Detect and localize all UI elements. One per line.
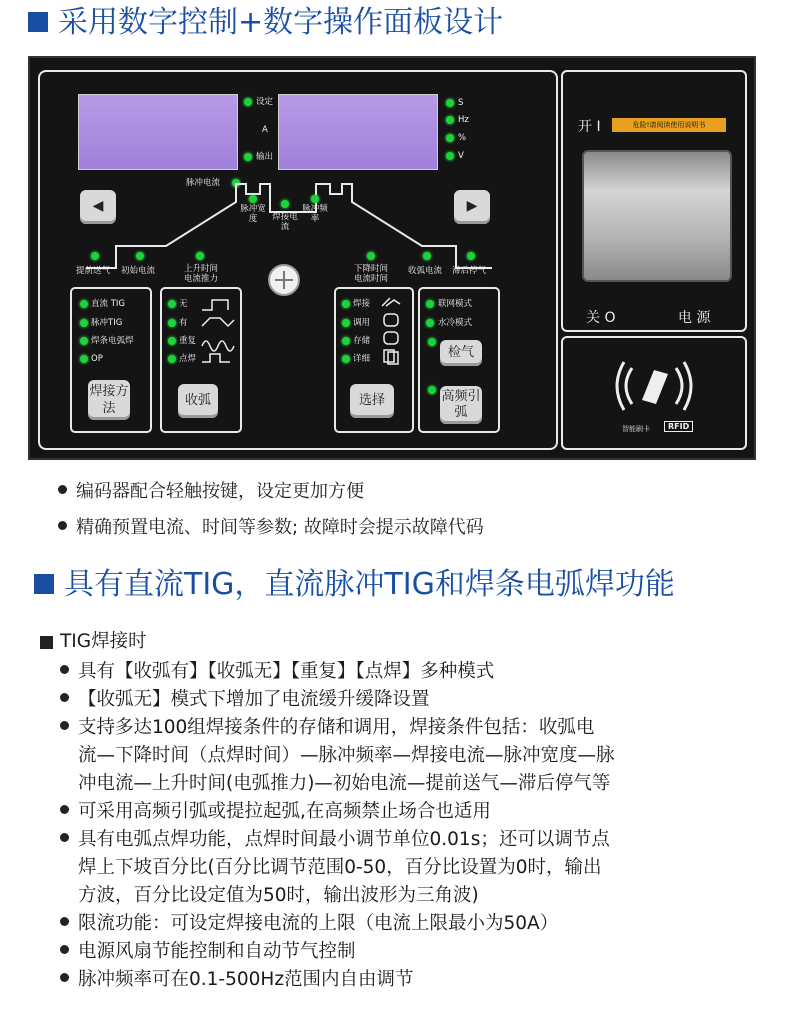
plus-icon <box>270 266 298 294</box>
section-title: 具有直流TIG，直流脉冲TIG和焊条电弧焊功能 <box>64 567 675 602</box>
rfid-label: RFID <box>664 421 693 432</box>
feature-text: 精确预置电流、时间等参数; 故障时会提示故障代码 <box>76 517 484 538</box>
tig-item-text: 冲电流—上升时间(电弧推力)—初始电流—提前送气—滞后停气等 <box>78 773 611 794</box>
led-crater-none <box>168 300 176 308</box>
mode-network: 联网模式 <box>438 299 473 309</box>
bullet-dot-icon <box>58 521 67 530</box>
waveform-icons <box>200 296 236 366</box>
led-op <box>80 355 88 363</box>
mem-weld: 焊接 <box>353 299 371 309</box>
led-crater-current <box>423 252 431 260</box>
led-mem-detail <box>342 355 350 363</box>
square-bullet-icon <box>40 636 53 649</box>
label-amps: A <box>262 125 268 135</box>
power-label: 电 源 <box>678 310 711 326</box>
led-output <box>244 153 252 161</box>
tig-item-text: 脉冲频率可在0.1-500Hz范围内自由调节 <box>78 969 414 990</box>
led-water-cool <box>426 319 434 327</box>
method-dc-tig: 直流 TIG <box>91 299 125 309</box>
tig-item <box>60 686 780 714</box>
mem-store: 存储 <box>353 336 371 346</box>
tig-item-text: 可采用高频引弧或提拉起弧,在高频禁止场合也适用 <box>78 801 491 822</box>
led-mem-recall <box>342 319 350 327</box>
bullet-dot-icon <box>60 693 69 702</box>
led-mem-weld <box>342 300 350 308</box>
led-s <box>446 99 454 107</box>
tig-item-text: 具有【收弧有】【收弧无】【重复】【点焊】多种模式 <box>78 661 495 682</box>
bullet-dot-icon <box>58 485 67 494</box>
welding-method-label: 焊接方法 <box>89 384 129 416</box>
label-up-slope: 上升时间电流推力 <box>183 264 218 284</box>
led-pulse-width <box>249 195 257 203</box>
bullet-dot-icon <box>60 945 69 954</box>
hf-start-label: 高频引弧 <box>441 389 481 420</box>
current-display <box>78 94 238 170</box>
welding-method-button[interactable] <box>88 380 130 420</box>
led-dc-tig <box>80 300 88 308</box>
label-pre-gas: 提前送气 <box>76 266 111 276</box>
section-marker-icon <box>28 12 48 32</box>
select-button[interactable] <box>350 384 394 418</box>
led-mma <box>80 337 88 345</box>
power-switch[interactable] <box>582 150 732 282</box>
led-crater-repeat <box>168 337 176 345</box>
crater-none: 无 <box>179 299 188 309</box>
label-s: S <box>458 98 464 108</box>
rfid-small-label: 智能刷卡 <box>622 425 650 433</box>
tig-item-text: 方波，百分比设定值为50时，输出波形为三角波) <box>78 885 479 906</box>
crater-on: 有 <box>179 318 188 328</box>
led-crater-on <box>168 319 176 327</box>
right-arrow-button[interactable] <box>454 190 490 224</box>
tig-item-text: 具有电弧点焊功能，点焊时间最小调节单位0.01s；还可以调节点 <box>78 829 610 850</box>
led-up-slope <box>196 252 204 260</box>
bullet-dot-icon <box>60 833 69 842</box>
tig-item <box>60 938 780 966</box>
label-volt: V <box>458 151 464 161</box>
led-weld-current <box>281 200 289 208</box>
tig-item-cont <box>60 770 780 798</box>
tig-item <box>60 798 780 826</box>
label-initial-current: 初始电流 <box>121 266 156 276</box>
section-marker-icon <box>34 574 54 594</box>
power-off-label: 关 O <box>586 310 616 326</box>
bullet-dot-icon <box>60 973 69 982</box>
led-post-gas <box>467 252 475 260</box>
warning-label <box>612 118 726 132</box>
label-percent: % <box>458 133 467 143</box>
method-mma: 焊条电弧焊 <box>91 336 134 346</box>
tig-feature-list <box>60 658 780 994</box>
mem-detail: 详细 <box>353 354 371 364</box>
bullet-dot-icon <box>60 917 69 926</box>
tig-item-cont <box>60 742 780 770</box>
tig-item <box>60 910 780 938</box>
method-op: OP <box>91 354 103 364</box>
led-network <box>426 300 434 308</box>
led-pulse-tig <box>80 319 88 327</box>
section-title: 采用数字控制+数字操作面板设计 <box>58 5 504 40</box>
crater-spot: 点焊 <box>179 354 197 364</box>
bullet-dot-icon <box>60 805 69 814</box>
led-hf-start <box>428 386 436 394</box>
label-set: 设定 <box>256 97 274 107</box>
label-pulse-current: 脉冲电流 <box>186 178 221 188</box>
label-pulse-frequency: 脉冲频率 <box>302 204 328 224</box>
gas-check-label: 检气 <box>447 345 474 360</box>
bullet-dot-icon <box>60 665 69 674</box>
warning-text: 危险!请阅读使用说明书 <box>632 121 706 129</box>
memory-icons <box>378 294 408 366</box>
feature-bullet <box>58 480 364 504</box>
tig-item <box>60 966 780 994</box>
label-weld-current: 焊接电流 <box>272 212 298 232</box>
label-pulse-width: 脉冲宽度 <box>240 204 266 224</box>
left-arrow-icon: ◀ <box>92 198 104 214</box>
led-mem-store <box>342 337 350 345</box>
encoder-knob[interactable] <box>268 264 300 296</box>
gas-check-button[interactable] <box>440 340 482 366</box>
led-hz <box>446 116 454 124</box>
tig-item-cont <box>60 882 780 910</box>
crater-button-label: 收弧 <box>184 393 211 408</box>
led-volt <box>446 152 454 160</box>
select-button-label: 选择 <box>358 393 385 408</box>
label-crater-current: 收弧电流 <box>408 266 443 276</box>
tig-item <box>60 826 780 854</box>
tig-item-text: 流—下降时间（点焊时间）—脉冲频率—焊接电流—脉冲宽度—脉 <box>78 745 615 766</box>
led-pulse-frequency <box>311 195 319 203</box>
tig-item-text: 【收弧无】模式下增加了电流缓升缓降设置 <box>78 689 430 710</box>
label-post-gas: 滞后停气 <box>452 266 487 276</box>
tig-item-text: 焊上下坡百分比(百分比调节范围0-50，百分比设置为0时，输出 <box>78 857 602 878</box>
tig-item <box>60 714 780 742</box>
power-on-label: 开 I <box>578 119 601 135</box>
bullet-dot-icon <box>60 721 69 730</box>
method-pulse-tig: 脉冲TIG <box>91 318 123 328</box>
led-initial-current <box>136 252 144 260</box>
tig-item-cont <box>60 854 780 882</box>
left-arrow-button[interactable] <box>80 190 116 224</box>
tig-heading: TIG焊接时 <box>60 631 147 652</box>
tig-item-text: 限流功能：可设定焊接电流的上限（电流上限最小为50A） <box>78 913 559 934</box>
crater-repeat: 重复 <box>179 336 197 346</box>
led-spot-weld <box>168 355 176 363</box>
parameter-display <box>278 94 438 170</box>
hf-start-button[interactable] <box>440 386 482 424</box>
label-down-slope: 下降时间电流时间 <box>353 264 388 284</box>
led-pre-gas <box>91 252 99 260</box>
led-gas-check <box>428 338 436 346</box>
label-output: 输出 <box>256 152 274 162</box>
rfid-icon <box>614 356 694 416</box>
mem-recall: 调用 <box>353 318 371 328</box>
tig-item-text: 电源风扇节能控制和自动节气控制 <box>78 941 356 962</box>
tig-item <box>60 658 780 686</box>
feature-bullet <box>58 516 484 540</box>
led-down-slope <box>367 252 375 260</box>
tig-item-text: 支持多达100组焊接条件的存储和调用，焊接条件包括：收弧电 <box>78 717 595 738</box>
right-arrow-icon: ▶ <box>466 198 478 214</box>
crater-button[interactable] <box>178 384 218 418</box>
label-hz: Hz <box>458 115 469 125</box>
led-percent <box>446 134 454 142</box>
mode-water-cool: 水冷模式 <box>438 318 473 328</box>
led-set <box>244 98 252 106</box>
feature-text: 编码器配合轻触按键，设定更加方便 <box>76 481 364 502</box>
